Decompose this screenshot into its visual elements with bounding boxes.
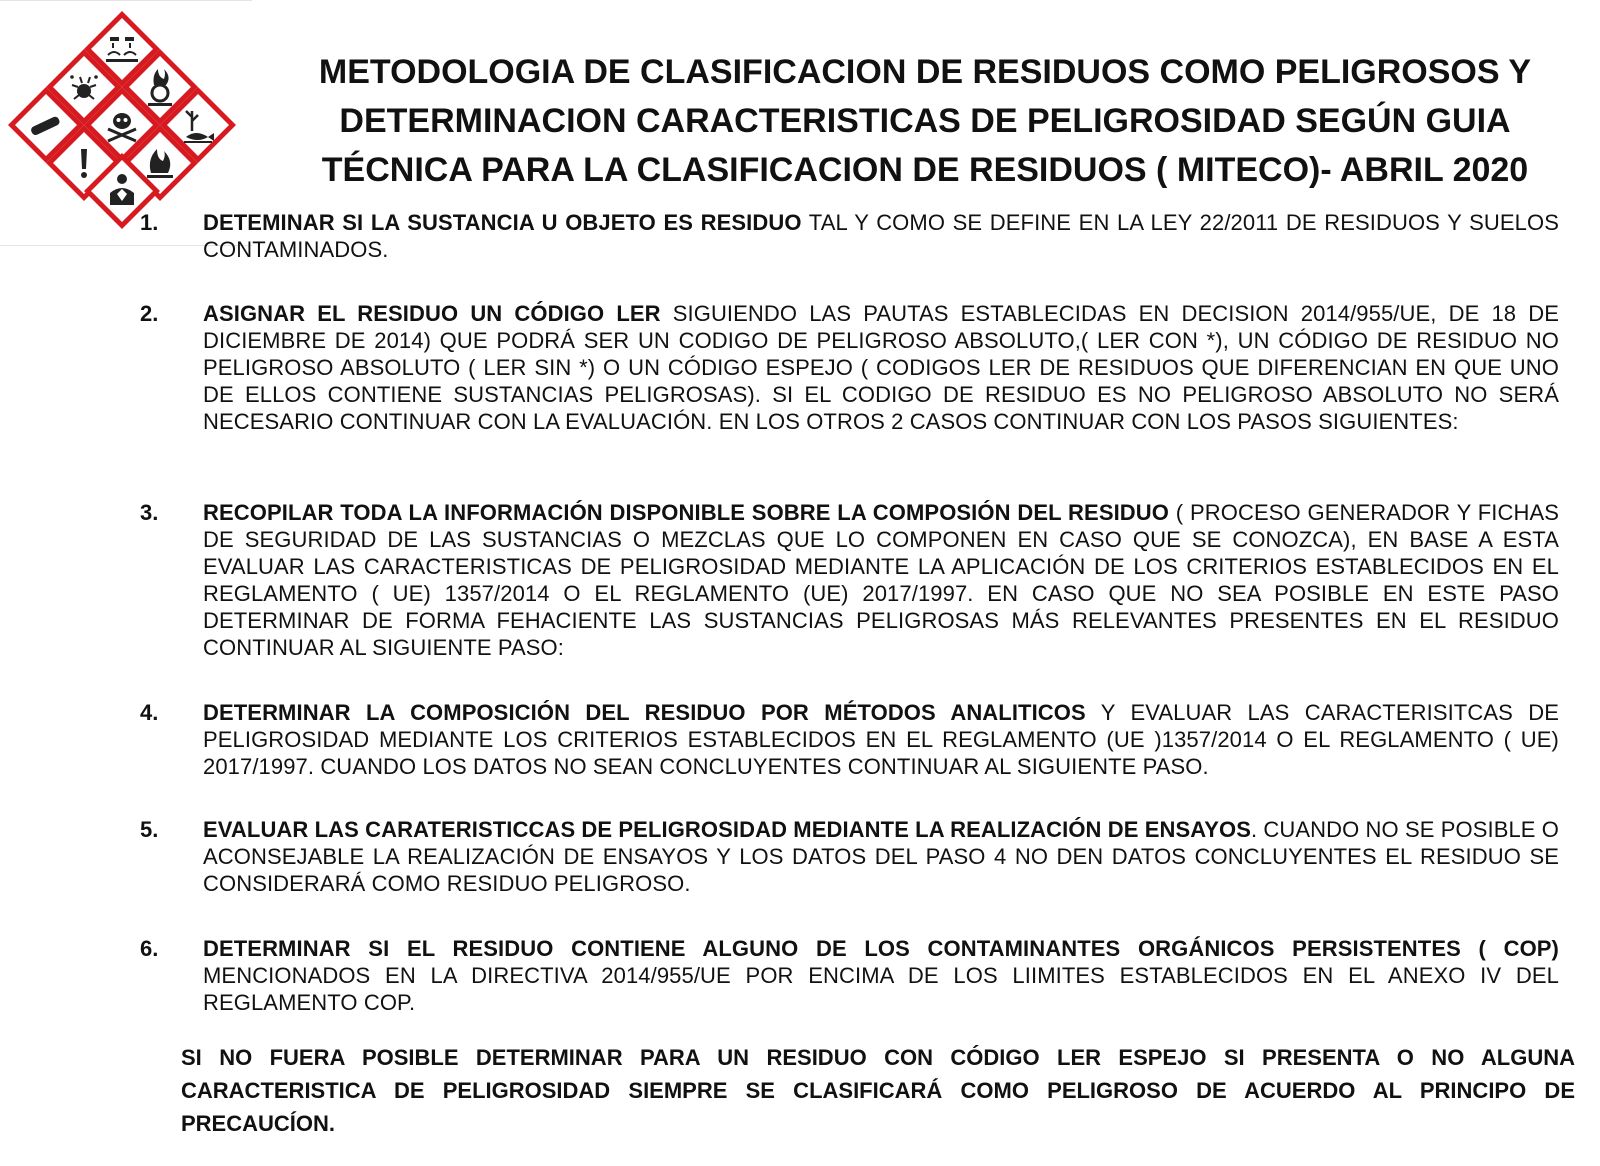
step-body: SIGUIENDO LAS PAUTAS ESTABLECIDAS EN DECISION 2014/955/UE, DE 18 DE DICIEMBRE DE 2014) QUE PODRÁ SER UN CODIGO DE PELIGROSO ABSOLUTO,( LER CON *), UN CÓDIGO DE RESIDUO NO PELIGROSO ABSOLUTO ( LER SIN *) O UN CÓDIGO ESPEJO ( CODIGOS LER DE RESIDUOS QUE DIFERENCIAN EN QUE UNO DE ELLOS CONTIENE SUSTANCIAS PELIGROSAS). SI EL CODIGO DE RESIDUO ES NO PELIGROSO ABSOLUTO NO SERÁ NECESARIO CONTINUAR CON LA EVALUACIÓN. EN LOS OTROS 2 CASOS CONTINUAR CON LOS PASOS SIGUIENTES: bbox=[203, 301, 1559, 434]
step-text bbox=[203, 699, 1559, 780]
step-heading: ASIGNAR EL RESIDUO UN CÓDIGO LER bbox=[203, 301, 661, 326]
step-body: MENCIONADOS EN LA DIRECTIVA 2014/955/UE POR ENCIMA DE LOS LIIMITES ESTABLECIDOS EN EL ANEXO IV DEL REGLAMENTO COP. bbox=[203, 963, 1559, 1015]
title-line-3: TÉCNICA PARA LA CLASIFICACION DE RESIDUOS ( MITECO)- ABRIL 2020 bbox=[321, 151, 1529, 189]
step-number: 1. bbox=[140, 210, 159, 235]
step-text bbox=[203, 300, 1559, 435]
step-heading: DETERMINAR LA COMPOSICIÓN DEL RESIDUO POR MÉTODOS ANALITICOS bbox=[203, 700, 1086, 725]
step-heading: RECOPILAR TODA LA INFORMACIÓN DISPONIBLE SOBRE LA COMPOSIÓN DEL RESIDUO bbox=[203, 500, 1169, 525]
step-text bbox=[203, 816, 1559, 897]
step-body: Y EVALUAR LAS CARACTERISITCAS DE PELIGROSIDAD MEDIANTE LOS CRITERIOS ESTABLECIDOS EN EL REGLAMENTO (UE )1357/2014 O EL REGLAMENTO ( UE) 2017/1997. CUANDO LOS DATOS NO SEAN CONCLUYENTES CONTINUAR AL SIGUIENTE PASO. bbox=[203, 700, 1559, 779]
step-heading: DETEMINAR SI LA SUSTANCIA U OBJETO ES RESIDUO bbox=[203, 210, 802, 235]
step-body: ( PROCESO GENERADOR Y FICHAS DE SEGURIDAD DE LAS SUSTANCIAS O MEZCLAS QUE LO COMPONEN EN CASO QUE SE CONOZCA), EN BASE A ESTA EVALUAR LAS CARACTERISTICAS DE PELIGROSIDAD MEDIANTE LA APLICACIÓN DE LOS CRITERIOS ESTABLECIDOS EN EL REGLAMENTO ( UE) 1357/2014 O EL REGLAMENTO (UE) 2017/1997. EN CASO QUE NO SEA POSIBLE EN ESTE PASO DETERMINAR DE FORMA FEHACIENTE LAS SUSTANCIAS PELIGROSAS MÁS RELEVANTES PRESENTES EN EL RESIDUO CONTINUAR AL SIGUIENTE PASO: bbox=[203, 500, 1559, 660]
closing-note: SI NO FUERA POSIBLE DETERMINAR PARA UN RESIDUO CON CÓDIGO LER ESPEJO SI PRESENTA O NO ALGUNA CARACTERISTICA DE PELIGROSIDAD SIEMPRE SE CLASIFICARÁ COMO PELIGROSO DE ACUERDO AL PRINCIPO DE PRECAUCÍON. bbox=[181, 1045, 1575, 1136]
step-text bbox=[203, 209, 1559, 263]
step-number: 2. bbox=[140, 301, 159, 326]
step-number: 3. bbox=[140, 500, 159, 525]
title-line-1: METODOLOGIA DE CLASIFICACION DE RESIDUOS COMO PELIGROSOS Y bbox=[318, 53, 1532, 91]
step-body: TAL Y COMO SE DEFINE EN LA LEY 22/2011 DE RESIDUOS Y SUELOS CONTAMINADOS. bbox=[203, 210, 1559, 262]
step-text bbox=[203, 935, 1559, 1016]
step-heading: DETERMINAR SI EL RESIDUO CONTIENE ALGUNO DE LOS CONTAMINANTES ORGÁNICOS PERSISTENTES ( COP) bbox=[203, 936, 1559, 961]
step-text bbox=[203, 499, 1559, 661]
title-line-2: DETERMINACION CARACTERISTICAS DE PELIGROSIDAD SEGÚN GUIA bbox=[339, 102, 1511, 140]
step-body: . CUANDO NO SE POSIBLE O ACONSEJABLE LA REALIZACIÓN DE ENSAYOS Y LOS DATOS DEL PASO 4 NO DEN DATOS CONCLUYENTES EL RESIDUO SE CONSIDERARÁ COMO RESIDUO PELIGROSO. bbox=[203, 817, 1560, 896]
step-number: 6. bbox=[140, 936, 159, 961]
step-number: 4. bbox=[140, 700, 159, 725]
step-heading: EVALUAR LAS CARATERISTICCAS DE PELIGROSIDAD MEDIANTE LA REALIZACIÓN DE ENSAYOS bbox=[203, 817, 1251, 842]
step-number: 5. bbox=[140, 817, 159, 842]
